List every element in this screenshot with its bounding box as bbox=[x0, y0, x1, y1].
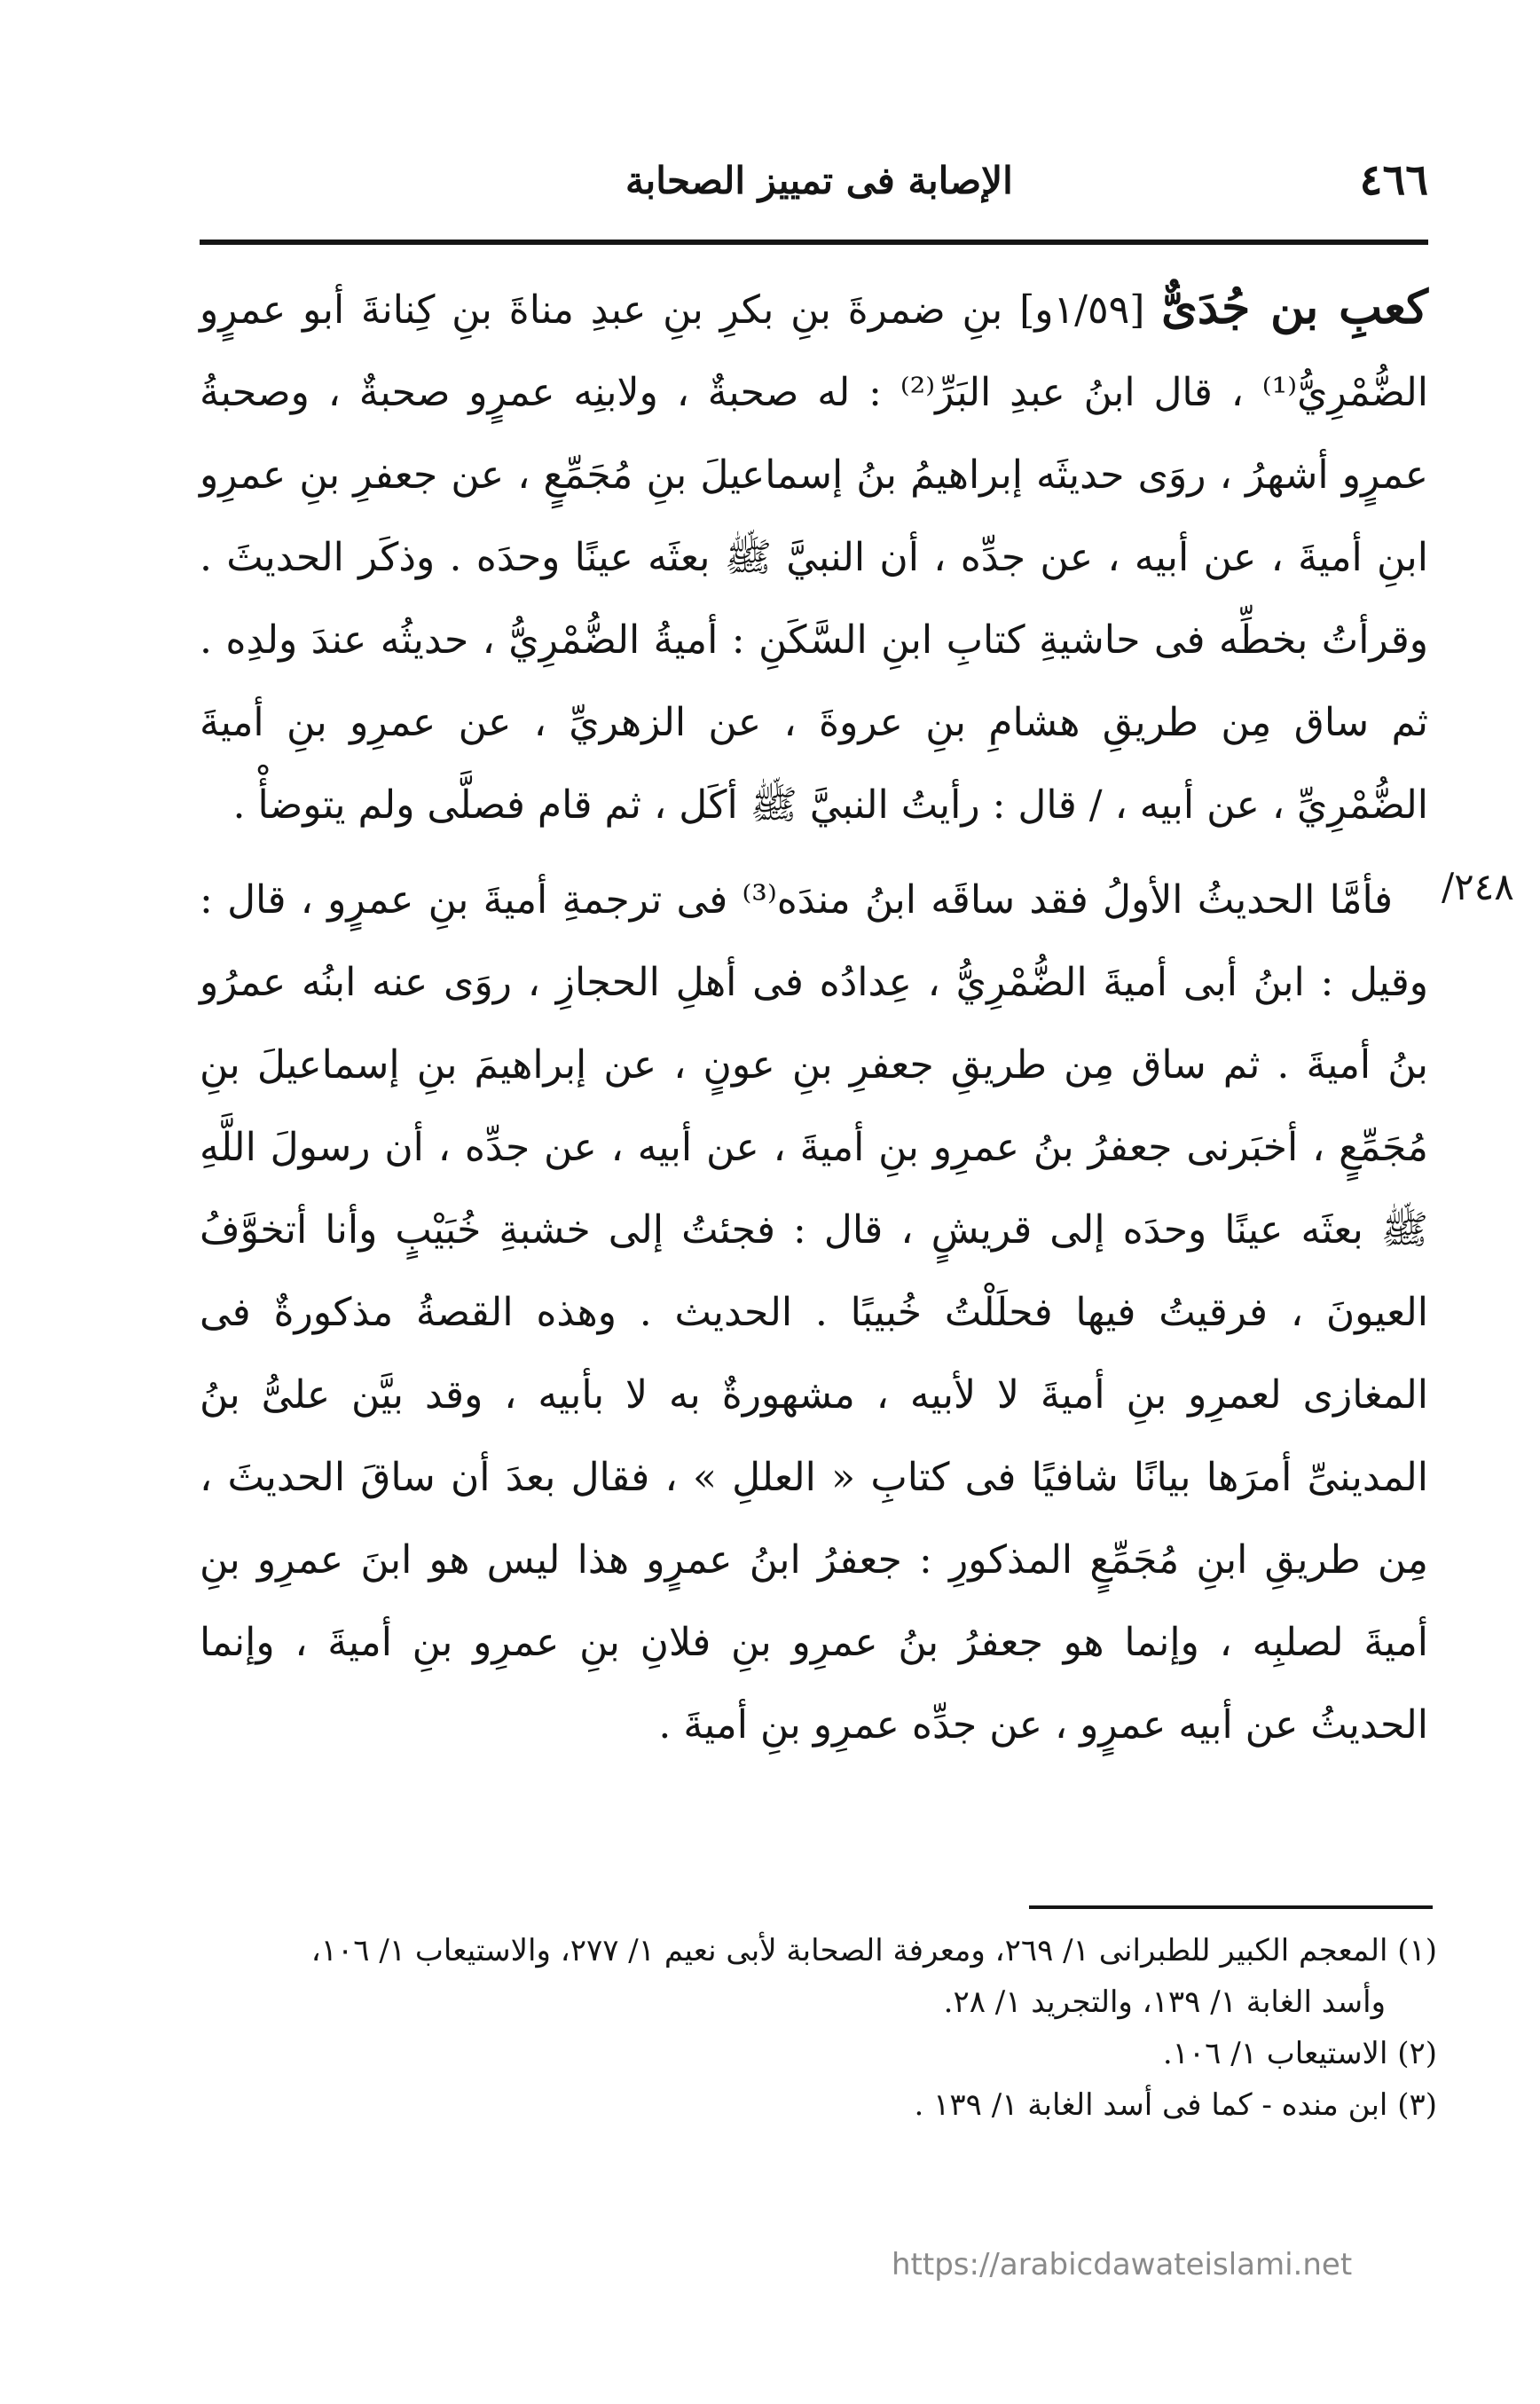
footnote-1-continued: وأسد الغابة ١/ ١٣٩، والتجريد ١/ ٢٨. bbox=[943, 1984, 1386, 2020]
folio-reference: [١/٥٩و] bbox=[1019, 287, 1145, 333]
paragraph-2: فأمَّا الحديثُ الأولُ فقد ساقَه ابنُ مندَه⁽³⁾ فى ترجمةِ أميةَ بنِ عمرٍو ، قال : وقيل : ابنُ أبى أميةَ الضُّمْرِيُّ ، عِدادُه فى أهلِ الحجازِ ، روَى عنه ابنُه عمرُو بنُ أميةَ . ثم ساق مِن طريقِ جعفرِ بنِ عونٍ ، عن إبراهيمَ بنِ إسماعيلَ بنِ مُجَمِّعٍ ، أخبَرنى جعفرُ بنُ عمرِو بنِ أميةَ ، عن أبيه ، عن جدِّه ، أن رسولَ اللَّهِ ﷺ بعثَه عينًا وحدَه إلى قريشٍ ، قال : فجئتُ إلى خشبةِ خُبَيْبٍ وأنا أتخوَّفُ العيونَ ، فرقيتُ فيها فحلَلْتُ خُبيبًا . الحديث . وهذه القصةُ مذكورةٌ فى المغازى لعمرِو بنِ أميةَ لا لأبيه ، مشهورةٌ به لا بأبيه ، وقد بيَّن علىُّ بنُ المدينىِّ أمرَها بيانًا شافيًا فى كتابِ « العللِ » ، فقال بعدَ أن ساقَ الحديثَ ، مِن طريقِ ابنِ مُجَمِّعٍ المذكورِ : جعفرُ ابنُ عمرٍو هذا ليس هو ابنَ عمرِو بنِ أميةَ لصلبِه ، وإنما هو جعفرُ بنُ عمرِو بنِ فلانِ بنِ عمرِو بنِ أميةَ ، وإنما الحديثُ عن أبيه عمرٍو ، عن جدِّه عمرِو بنِ أميةَ . bbox=[200, 877, 1428, 1748]
paragraph-1: بنِ ضمرةَ بنِ بكرِ بنِ عبدِ مناةَ بنِ كِنانةَ أبو عمرٍو الضُّمْرِيُّ⁽¹⁾ ، قال ابنُ عبدِ البَرِّ⁽²⁾ : له صحبةٌ ، ولابنِه عمرٍو صحبةٌ ، وصحبةُ عمرٍو أشهرُ ، روَى حديثَه إبراهيمُ بنُ إسماعيلَ بنِ مُجَمِّعٍ ، عن جعفرِ بنِ عمرِو ابنِ أميةَ ، عن أبيه ، عن جدِّه ، أن النبيَّ ﷺ بعثَه عينًا وحدَه . وذكَر الحديثَ . وقرأتُ بخطِّه فى حاشيةِ كتابِ ابنِ السَّكَنِ : أميةُ الضُّمْرِيُّ ، حديثُه عندَ ولدِه . ثم ساق مِن طريقِ هشامِ بنِ عروةَ ، عن الزهريِّ ، عن عمرِو بنِ أميةَ الضُّمْرِيِّ ، عن أبيه ، / قال : رأيتُ النبيَّ ﷺ أكَل ، ثم قام فصلَّى ولم يتوضأْ . bbox=[200, 287, 1429, 828]
footnote-rule bbox=[1029, 1905, 1433, 1909]
watermark-url: https://arabicdawateislami.net bbox=[892, 2247, 1353, 2282]
running-title: الإصابة فى تمييز الصحابة bbox=[625, 159, 1013, 202]
footnote-3: (٣) ابن منده - كما فى أسد الغابة ١/ ١٣٩ . bbox=[914, 2087, 1437, 2123]
page-number: ٤٦٦ bbox=[1359, 155, 1428, 205]
footnote-1: (١) المعجم الكبير للطبرانى ١/ ٢٦٩، ومعرفة الصحابة لأبى نعيم ١/ ٢٧٧، والاستيعاب ١/ ١٠٦، bbox=[310, 1933, 1437, 1968]
margin-reference: ٢٤٨/ bbox=[1442, 865, 1514, 908]
entry-paragraph bbox=[200, 266, 1428, 846]
header-rule bbox=[200, 240, 1428, 245]
footnotes bbox=[200, 1925, 1437, 2131]
footnote-2: (٢) الاستيعاب ١/ ١٠٦. bbox=[1162, 2036, 1437, 2071]
page-header bbox=[200, 155, 1428, 208]
main-text bbox=[200, 266, 1428, 1766]
entry-heading: كعبِ بن جُدَیٌّ bbox=[1161, 280, 1429, 334]
